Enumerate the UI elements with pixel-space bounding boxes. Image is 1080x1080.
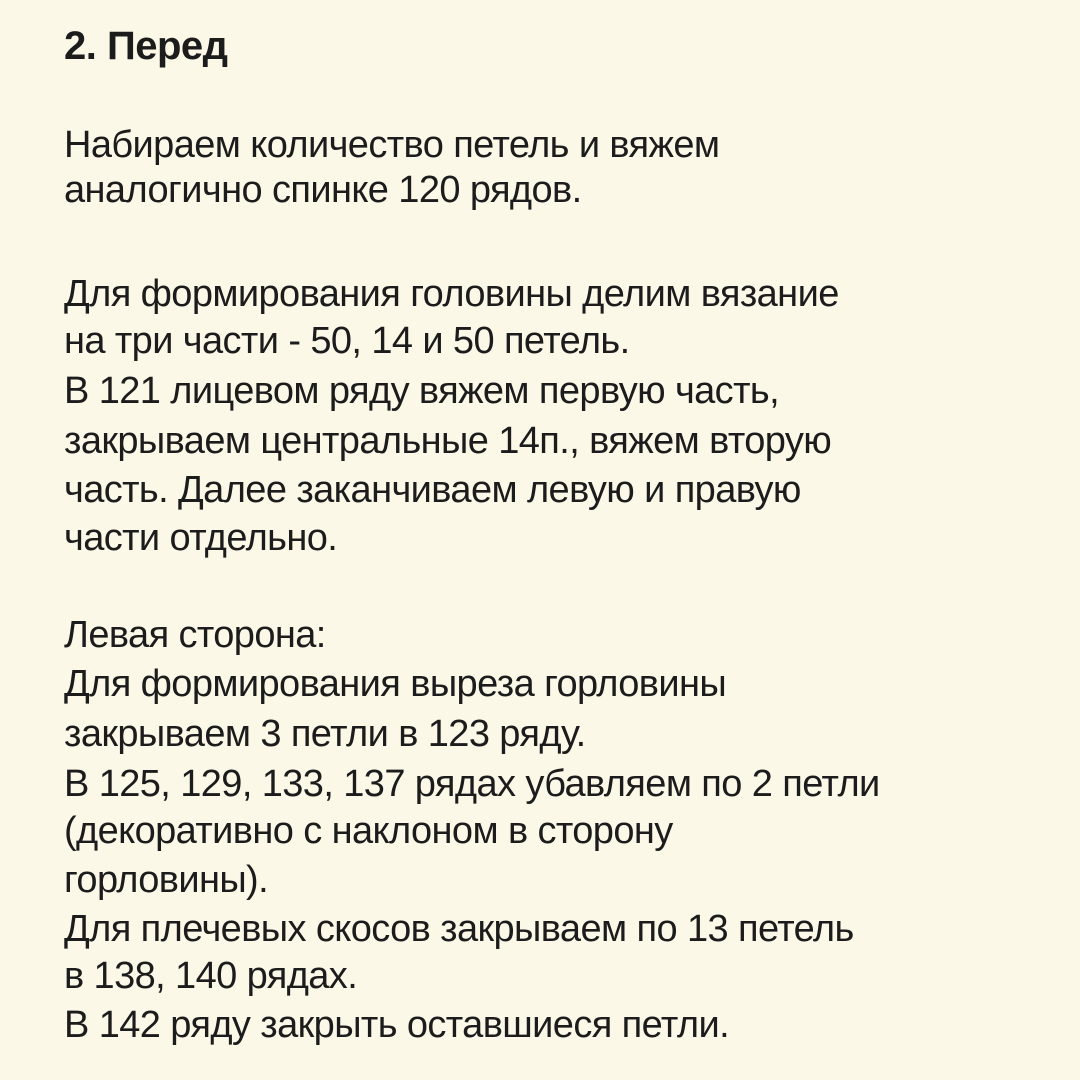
text-line-2: аналогично спинке 120 рядов. xyxy=(64,169,582,211)
text-line-7: часть. Далее заканчиваем левую и правую xyxy=(64,469,801,511)
text-line-3: Для формирования головины делим вязание xyxy=(64,273,839,315)
text-line-11: закрываем 3 петли в 123 ряду. xyxy=(64,713,586,755)
text-line-5: В 121 лицевом ряду вяжем первую часть, xyxy=(64,370,780,412)
text-line-14: горловины). xyxy=(64,859,269,901)
text-line-16: в 138, 140 рядах. xyxy=(64,955,358,997)
text-line-13: (декоративно с наклоном в сторону xyxy=(64,810,673,852)
text-line-15: Для плечевых скосов закрываем по 13 петель xyxy=(64,908,854,950)
text-line-10: Для формирования выреза горловины xyxy=(64,663,727,705)
text-line-1: Набираем количество петель и вяжем xyxy=(64,124,720,166)
text-line-6: закрываем центральные 14п., вяжем вторую xyxy=(64,420,832,462)
text-line-9: Левая сторона: xyxy=(64,614,326,656)
section-heading: 2. Перед xyxy=(64,24,228,68)
text-line-4: на три части - 50, 14 и 50 петель. xyxy=(64,320,630,362)
text-line-12: В 125, 129, 133, 137 рядах убавляем по 2 петли xyxy=(64,763,880,805)
text-line-17: В 142 ряду закрыть оставшиеся петли. xyxy=(64,1004,730,1046)
text-line-8: части отдельно. xyxy=(64,517,338,559)
